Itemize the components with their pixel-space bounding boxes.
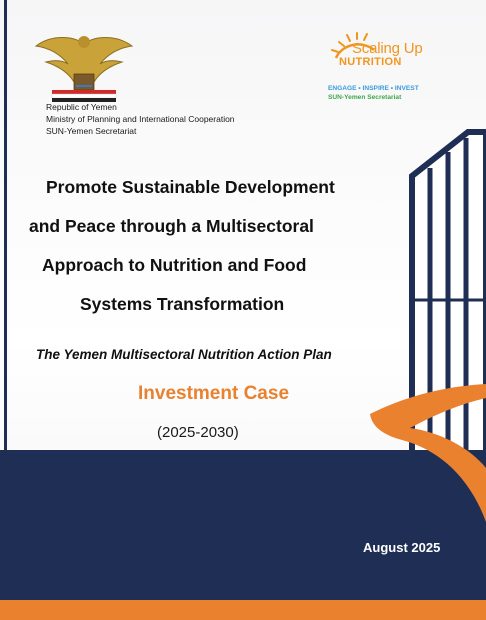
publication-date: August 2025 — [363, 540, 441, 555]
org-line-secretariat: SUN-Yemen Secretariat — [46, 126, 137, 136]
yemen-emblem-logo — [34, 30, 134, 108]
issuing-organization — [46, 101, 235, 137]
sun-logo-line2: NUTRITION — [339, 56, 402, 68]
org-line-ministry: Ministry of Planning and International Cooperation — [46, 114, 235, 124]
sun-logo-line1: Scaling Up — [352, 40, 423, 57]
sun-logo-tagline: ENGAGE • INSPIRE • INVEST — [328, 85, 419, 92]
main-title-line-1: Promote Sustainable Development — [46, 177, 335, 197]
main-title-line-3: Approach to Nutrition and Food — [42, 255, 307, 275]
sun-logo-secretariat: SUN-Yemen Secretariat — [328, 94, 402, 101]
investment-case-heading: Investment Case — [138, 383, 290, 404]
main-title-line-4: Systems Transformation — [80, 294, 285, 314]
plan-period: (2025-2030) — [157, 424, 239, 441]
main-title-line-2: and Peace through a Multisectoral — [29, 216, 314, 236]
org-line-country: Republic of Yemen — [46, 102, 117, 112]
plan-subtitle: The Yemen Multisectoral Nutrition Action Plan — [36, 347, 332, 362]
